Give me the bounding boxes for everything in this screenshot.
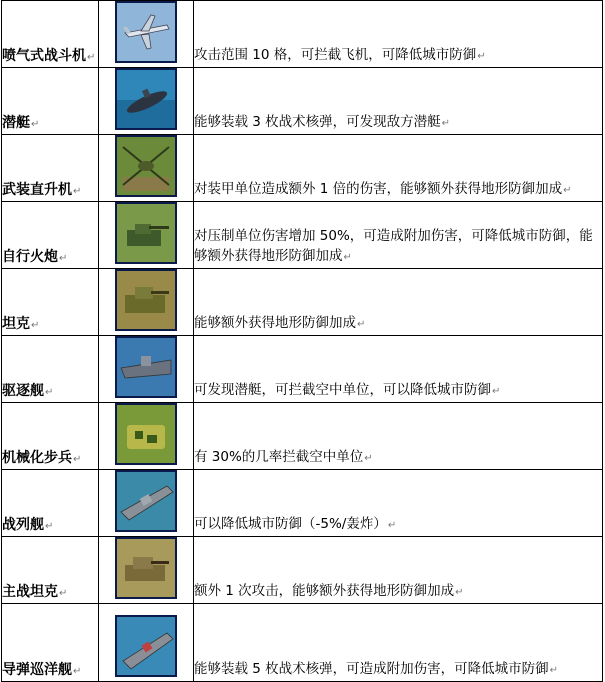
unit-name-text: 导弹巡洋舰 <box>2 662 72 678</box>
unit-description-text: 可以降低城市防御（-5%/轰炸） <box>194 516 387 532</box>
unit-description-text: 对装甲单位造成额外 1 倍的伤害，能够额外获得地形防御加成 <box>194 181 563 197</box>
unit-image-cell <box>99 537 194 604</box>
unit-name <box>2 604 99 682</box>
unit-description-text: 能够装载 3 枚战术核弹，可发现敌方潜艇 <box>194 114 441 130</box>
unit-name-text: 武装直升机 <box>2 182 72 198</box>
paragraph-mark: ↵ <box>549 665 559 676</box>
unit-description-text: 可发现潜艇，可拦截空中单位，可以降低城市防御 <box>194 382 491 398</box>
unit-description <box>194 336 603 403</box>
unit-image-cell <box>99 403 194 470</box>
paragraph-mark: ↵ <box>45 387 54 398</box>
paragraph-mark: ↵ <box>441 118 451 129</box>
paragraph-mark: ↵ <box>563 185 572 196</box>
unit-row <box>2 1 603 68</box>
unit-row <box>2 135 603 202</box>
unit-name-text: 自行火炮 <box>2 249 58 265</box>
unit-name <box>2 403 99 470</box>
unit-image-cell <box>99 269 194 336</box>
unit-name <box>2 537 99 604</box>
unit-row <box>2 202 603 269</box>
unit-description-text: 能够装载 5 枚战术核弹，可造成附加伤害，可降低城市防御 <box>194 661 549 677</box>
unit-name-text: 战列舰 <box>2 517 44 533</box>
tank-icon <box>115 269 177 331</box>
unit-image-cell <box>99 470 194 537</box>
unit-row <box>2 537 603 604</box>
unit-name-text: 驱逐舰 <box>2 383 44 399</box>
mechanized-infantry-icon <box>115 403 177 465</box>
unit-description <box>194 1 603 68</box>
attack-helicopter-icon <box>115 135 177 197</box>
paragraph-mark: ↵ <box>31 119 40 130</box>
unit-table <box>1 0 603 682</box>
self-propelled-artillery-icon <box>115 202 177 264</box>
missile-cruiser-icon <box>115 615 177 677</box>
unit-image-cell <box>99 202 194 269</box>
submarine-icon <box>115 68 177 130</box>
unit-name <box>2 269 99 336</box>
unit-description-text: 攻击范围 10 格，可拦截飞机，可降低城市防御 <box>194 47 477 63</box>
paragraph-mark: ↵ <box>31 320 40 331</box>
unit-description-text: 对压制单位伤害增加 50%，可造成附加伤害，可降低城市防御，能够额外获得地形防御加成 <box>194 228 593 264</box>
unit-name-text: 坦克 <box>2 316 30 332</box>
unit-row <box>2 470 603 537</box>
paragraph-mark: ↵ <box>73 186 82 197</box>
unit-name <box>2 1 99 68</box>
unit-description <box>194 403 603 470</box>
unit-description <box>194 470 603 537</box>
main-battle-tank-icon <box>115 537 177 599</box>
battleship-icon <box>115 470 177 532</box>
unit-description-text: 额外 1 次攻击，能够额外获得地形防御加成 <box>194 583 455 599</box>
unit-name-text: 机械化步兵 <box>2 450 72 466</box>
unit-description-text: 有 30%的几率拦截空中单位 <box>194 449 364 465</box>
unit-description <box>194 537 603 604</box>
unit-row <box>2 403 603 470</box>
paragraph-mark: ↵ <box>59 253 68 264</box>
unit-image-cell <box>99 604 194 682</box>
paragraph-mark: ↵ <box>73 666 82 677</box>
jet-fighter-icon <box>115 1 177 63</box>
unit-image-cell <box>99 135 194 202</box>
unit-table-body <box>2 1 603 682</box>
unit-description <box>194 269 603 336</box>
unit-row <box>2 604 603 682</box>
unit-name <box>2 336 99 403</box>
paragraph-mark: ↵ <box>343 252 352 263</box>
paragraph-mark: ↵ <box>59 588 68 599</box>
unit-name-text: 主战坦克 <box>2 584 58 600</box>
paragraph-mark: ↵ <box>364 453 373 464</box>
unit-image-cell <box>99 1 194 68</box>
unit-description <box>194 202 603 269</box>
paragraph-mark: ↵ <box>73 454 82 465</box>
unit-row <box>2 269 603 336</box>
unit-name <box>2 68 99 135</box>
paragraph-mark: ↵ <box>45 521 54 532</box>
unit-name <box>2 202 99 269</box>
unit-image-cell <box>99 336 194 403</box>
paragraph-mark: ↵ <box>477 51 486 62</box>
paragraph-mark: ↵ <box>455 587 464 598</box>
unit-description <box>194 135 603 202</box>
unit-name-text: 喷气式战斗机 <box>2 48 86 64</box>
unit-name <box>2 470 99 537</box>
paragraph-mark: ↵ <box>387 520 397 531</box>
paragraph-mark: ↵ <box>357 319 366 330</box>
unit-description <box>194 604 603 682</box>
unit-row <box>2 68 603 135</box>
unit-name-text: 潜艇 <box>2 115 30 131</box>
unit-image-cell <box>99 68 194 135</box>
destroyer-icon <box>115 336 177 398</box>
unit-row <box>2 336 603 403</box>
unit-description <box>194 68 603 135</box>
paragraph-mark: ↵ <box>492 386 501 397</box>
paragraph-mark: ↵ <box>87 52 96 63</box>
unit-description-text: 能够额外获得地形防御加成 <box>194 315 356 331</box>
unit-name <box>2 135 99 202</box>
